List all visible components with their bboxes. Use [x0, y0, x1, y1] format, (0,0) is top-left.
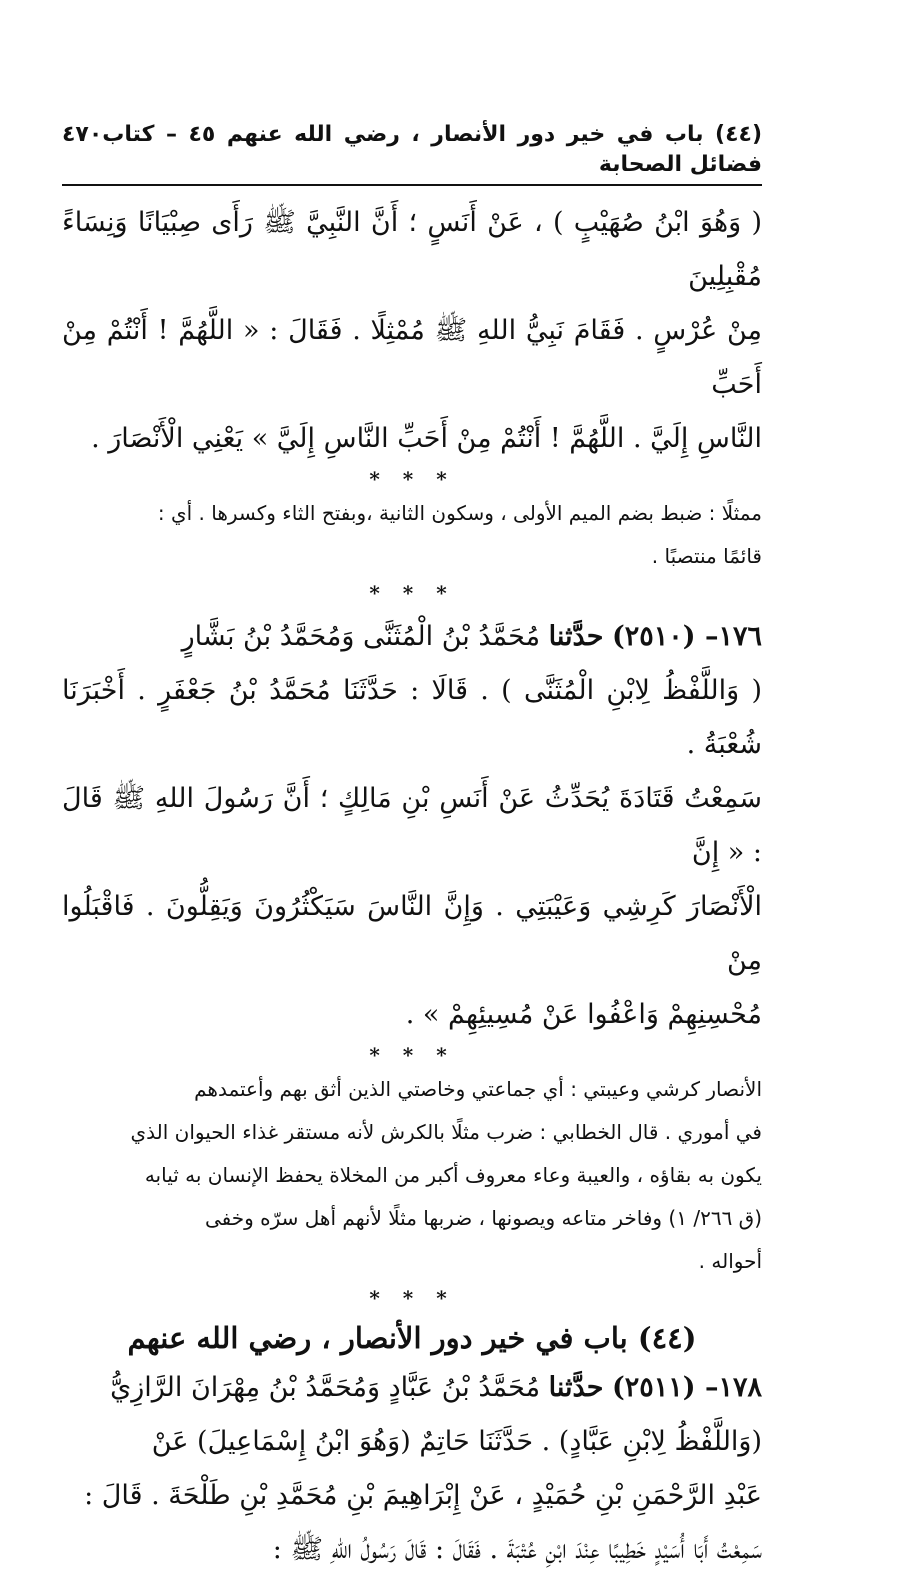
hadith-number: ١٧٦– (٢٥١٠): [612, 621, 762, 652]
running-header-title: (٤٤) باب في خير دور الأنصار ، رضي الله عنهم ٤٥ – كتاب فضائل الصحابة: [102, 122, 762, 177]
running-header: [62, 120, 762, 186]
hadith-line: الْأَنْصَارَ كَرِشِي وَعَيْبَتِي . وَإِنَّ النَّاسَ سَيَكْثُرُونَ وَيَقِلُّونَ . فَاقْبَلُوا مِنْ: [62, 891, 762, 976]
hadith-line: ( وَاللَّفْظُ لِابْنِ الْمُثَنَّى ) . قَالَا : حَدَّثَنَا مُحَمَّدُ بْنُ جَعْفَرٍ . أَخْبَرَنَا شُعْبَةُ .: [62, 675, 762, 760]
hadith-line: سَمِعْتُ قَتَادَةَ يُحَدِّثُ عَنْ أَنَسِ بْنِ مَالِكٍ ؛ أَنَّ رَسُولَ اللهِ ﷺ قَالَ : « إِنَّ: [62, 783, 762, 868]
hadith-first-line: [62, 1361, 762, 1415]
hadith-line: (وَاللَّفْظُ لِابْنِ عَبَّادٍ) . حَدَّثَنَا حَاتِمٌ (وَهُوَ ابْنُ إِسْمَاعِيلَ) عَنْ: [151, 1426, 762, 1457]
hadith-number: ١٧٨– (٢٥١١): [612, 1372, 762, 1403]
hadith-175-tail: [62, 196, 762, 466]
hadith-first-line: [62, 610, 762, 664]
note-line: قائمًا منتصبًا .: [651, 544, 762, 568]
hadith-line: النَّاسِ إِلَيَّ . اللَّهُمَّ ! أَنْتُمْ مِنْ أَحَبِّ النَّاسِ إِلَيَّ » يَعْنِي الْأَنْصَارَ .: [91, 423, 762, 454]
commentary-note-1: [62, 496, 762, 574]
note-line: في أموري . قال الخطابي : ضرب مثلًا بالكرش لأنه مستقر غذاء الحيوان الذي: [130, 1120, 762, 1144]
hadith-first-line-text: مُحَمَّدُ بْنُ الْمُثَنَّى وَمُحَمَّدُ بْنُ بَشَّارٍ: [181, 621, 541, 652]
section-separator: * * *: [369, 1043, 455, 1067]
book-page: [62, 120, 762, 1577]
hadith-178: [62, 1361, 762, 1577]
note-line: (ق ٢٦٦/ ١) وفاخر متاعه ويصونها ، ضربها مثلًا لأنهم أهل سرّه وخفى: [204, 1206, 762, 1230]
hadith-176: [62, 610, 762, 1042]
hadith-first-line-text: مُحَمَّدُ بْنُ عَبَّادٍ وَمُحَمَّدُ بْنُ مِهْرَانَ الرَّازِيُّ: [110, 1372, 541, 1403]
section-separator: * * *: [369, 581, 455, 605]
chain-start: حدَّثنا: [548, 1372, 604, 1403]
section-separator: * * *: [369, 467, 455, 491]
chain-start: حدَّثنا: [548, 621, 604, 652]
note-line: أحواله .: [698, 1249, 762, 1273]
hadith-line: عَبْدِ الرَّحْمَنِ بْنِ حُمَيْدٍ ، عَنْ إِبْرَاهِيمَ بْنِ مُحَمَّدِ بْنِ طَلْحَةَ . قَالَ :: [84, 1480, 762, 1511]
hadith-line: ( وَهُوَ ابْنُ صُهَيْبٍ ) ، عَنْ أَنَسٍ ؛ أَنَّ النَّبِيَّ ﷺ رَأَى صِبْيَانًا وَنِسَاءً مُقْبِلِينَ: [62, 207, 762, 292]
hadith-line: سَمِعْتُ أَبَا أُسَيْدٍ خَطِيبًا عِنْدَ ابْنِ عُتْبَةَ . فَقَالَ : قَالَ رَسُولُ اللهِ ﷺ :: [272, 1534, 762, 1565]
hadith-line: مِنْ عُرْسٍ . فَقَامَ نَبِيُّ اللهِ ﷺ مُمْثِلًا . فَقَالَ : « اللَّهُمَّ ! أَنْتُمْ مِنْ أَحَبِّ: [62, 315, 762, 400]
note-line: يكون به بقاؤه ، والعيبة وعاء معروف أكبر من المخلاة يحفظ الإنسان به ثيابه: [144, 1163, 762, 1187]
section-separator: * * *: [369, 1286, 455, 1310]
page-number: ٤٧٠: [62, 122, 103, 147]
note-line: ممثلًا : ضبط بضم الميم الأولى ، وسكون الثانية ،وبفتح الثاء وكسرها . أي :: [157, 501, 762, 525]
chapter-heading: (٤٤) باب في خير دور الأنصار ، رضي الله عنهم: [127, 1321, 697, 1355]
note-line: الأنصار كرشي وعيبتي : أي جماعتي وخاصتي الذين أثق بهم وأعتمدهم: [194, 1077, 762, 1101]
commentary-note-2: [62, 1072, 762, 1279]
hadith-line: مُحْسِنِهِمْ وَاعْفُوا عَنْ مُسِيئِهِمْ » .: [405, 999, 762, 1030]
